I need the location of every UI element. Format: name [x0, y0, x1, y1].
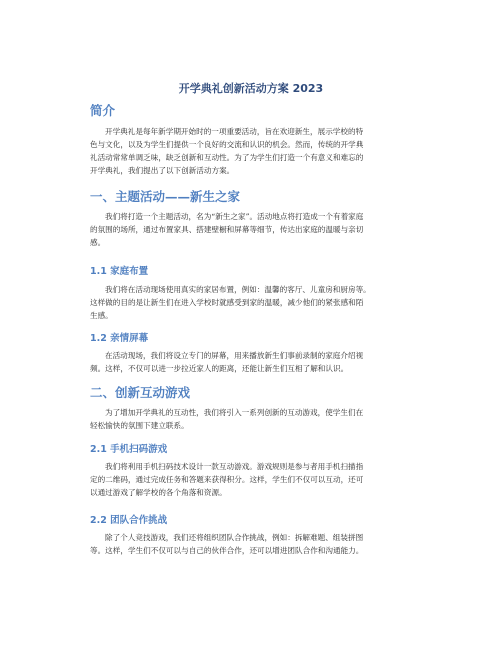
text-line: 定的二维码，通过完成任务和答题来获得积分。这样，学生们不仅可以互动，还可 — [90, 475, 364, 484]
text-line: 这样做的目的是让新生们在进入学校时就感受到家的温暖，减少他们的紧张感和陌 — [90, 298, 364, 307]
subsection-2-2-heading: 2.2 团队合作挑战 — [90, 515, 168, 526]
subsection-2-2-paragraph — [90, 531, 410, 557]
subsection-1-2-heading: 1.2 亲情屏幕 — [90, 333, 149, 344]
text-line: 为了增加开学典礼的互动性，我们将引入一系列创新的互动游戏，使学生们在 — [105, 408, 364, 417]
document-title: 开学典礼创新活动方案 2023 — [178, 82, 324, 95]
text-line: 轻松愉快的氛围下建立联系。 — [90, 421, 189, 430]
text-line: 我们将利用手机扫码技术设计一款互动游戏。游戏规则是参与者用手机扫描指 — [105, 462, 364, 471]
intro-paragraph — [90, 125, 410, 177]
text-line: 开学典礼，我们提出了以下创新活动方案。 — [90, 166, 235, 175]
text-line: 的氛围的场所，通过布置家具、搭建壁橱和屏幕等细节，传达出家庭的温暖与亲切 — [90, 225, 364, 234]
text-line: 生感。 — [90, 311, 113, 320]
text-line: 在活动现场，我们将设立专门的屏幕，用来播放新生们事前录制的家庭介绍视 — [105, 351, 364, 360]
subsection-2-1-paragraph — [90, 460, 410, 499]
intro-heading: 简介 — [90, 103, 116, 118]
subsection-1-1-heading: 1.1 家庭布置 — [90, 266, 149, 277]
section-2-heading: 二、创新互动游戏 — [90, 385, 191, 400]
text-line: 等。这样，学生们不仅可以与自己的伙伴合作，还可以增进团队合作和沟通能力。 — [90, 546, 364, 555]
text-line: 我们将在活动现场使用真实的家居布置，例如：温馨的客厅、儿童房和厨房等。 — [105, 285, 371, 294]
text-line: 色与文化，以及为学生们提供一个良好的交流和认识的机会。然而，传统的开学典 — [90, 140, 364, 149]
subsection-2-1-heading: 2.1 手机扫码游戏 — [90, 444, 168, 455]
subsection-1-1-paragraph — [90, 283, 410, 322]
text-line: 开学典礼是每年新学期开始时的一项重要活动，旨在欢迎新生，展示学校的特 — [105, 127, 364, 136]
text-line: 我们将打造一个主题活动，名为“新生之家”。活动地点将打造成一个有着家庭 — [105, 212, 364, 221]
text-line: 感。 — [90, 238, 106, 247]
subsection-1-2-paragraph — [90, 349, 410, 375]
text-line: 礼活动常常单调乏味，缺乏创新和互动性。为了为学生们打造一个有意义和难忘的 — [90, 153, 364, 162]
text-line: 频。这样，不仅可以进一步拉近家人的距离，还能让新生们互相了解和认识。 — [90, 364, 349, 373]
text-line: 以通过游戏了解学校的各个角落和资源。 — [90, 488, 227, 497]
text-line: 除了个人竞技游戏，我们还将组织团队合作挑战，例如：拆解难题、组装拼图 — [105, 533, 364, 542]
section-1-heading: 一、主题活动——新生之家 — [90, 189, 241, 204]
section-1-paragraph — [90, 210, 410, 249]
section-2-paragraph — [90, 406, 410, 432]
